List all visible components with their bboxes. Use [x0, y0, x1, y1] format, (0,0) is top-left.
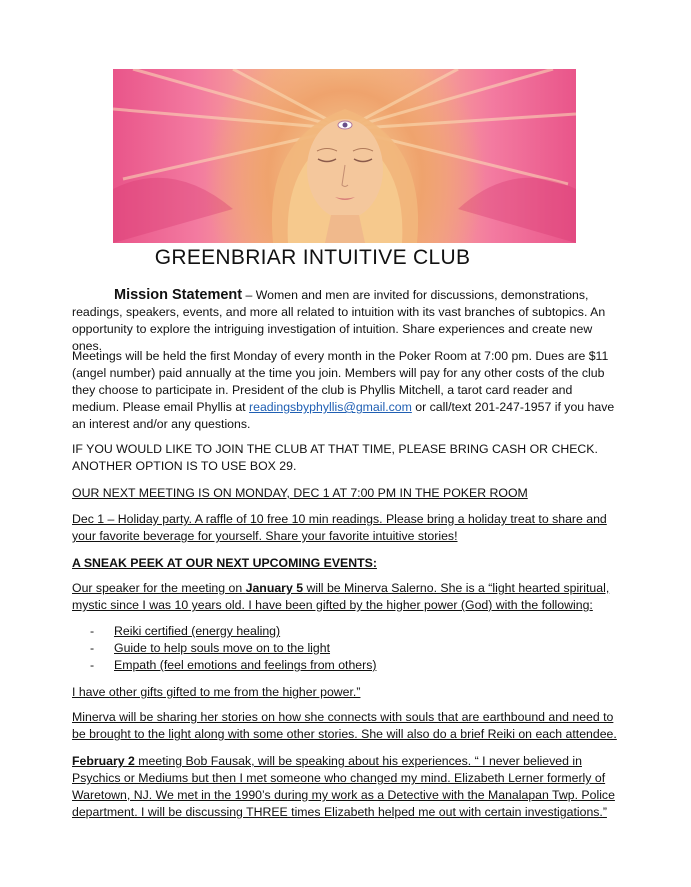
email-link[interactable]: readingsbyphyllis@gmail.com — [249, 400, 412, 414]
angel-banner-image — [113, 69, 576, 243]
feb-date: February 2 — [72, 754, 135, 768]
list-item: - Guide to help souls move on to the light — [90, 641, 331, 655]
next-meeting-notice: OUR NEXT MEETING IS ON MONDAY, DEC 1 AT 7:00 PM IN THE POKER ROOM — [72, 486, 528, 500]
bullet-dash: - — [90, 624, 95, 638]
mission-text: – Women and men are invited for discussions, demonstrations, readings, speakers, events, and more all related to intuition with its vast branches of subtopics. An opportunity to explore the intriguing investigation of intuition. Share experiences and create new ones. — [72, 288, 606, 353]
dec1-event: Dec 1 – Holiday party. A raffle of 10 free 10 min readings. Please bring a holiday treat to share and your favorite beverage for yourself. Share your favorite intuitive stories! — [72, 512, 607, 543]
jan-text-before: Our speaker for the meeting on — [72, 581, 246, 595]
mission-heading: Mission Statement — [114, 287, 243, 303]
minerva-paragraph: Minerva will be sharing her stories on how she connects with souls that are earthbound and need to be brought to the light along with some other stories. She will also do a brief Reiki on each attendee. — [72, 710, 617, 741]
mission-paragraph — [72, 287, 620, 355]
feb-speaker-paragraph — [72, 753, 620, 821]
join-notice: IF YOU WOULD LIKE TO JOIN THE CLUB AT THAT TIME, PLEASE BRING CASH OR CHECK. ANOTHER OPTION IS TO USE BOX 29. — [72, 442, 598, 473]
bullet-dash: - — [90, 641, 95, 655]
jan-speaker-paragraph — [72, 580, 620, 614]
page-title: GREENBRIAR INTUITIVE CLUB — [154, 246, 471, 269]
angel-illustration — [113, 69, 576, 243]
other-gifts-line: I have other gifts gifted to me from the higher power.” — [72, 685, 361, 699]
gifts-list — [90, 623, 376, 674]
sneak-peek-heading: A SNEAK PEEK AT OUR NEXT UPCOMING EVENTS: — [72, 556, 377, 570]
list-item: - Reiki certified (energy healing) — [90, 624, 281, 638]
feb-text: meeting Bob Fausak, will be speaking about his experiences. “ I never believed in Psychics or Mediums but then I met someone who changed my mind. Elizabeth Lerner formerly of Waretown, NJ. We met in the 1990’s during my work as a Detective with the Manalapan Twp. Police department. I will be discussing THREE times Elizabeth helped me out with certain investigations.” — [72, 754, 615, 819]
bullet-dash: - — [90, 658, 95, 672]
list-item: - Empath (feel emotions and feelings from others) — [90, 658, 377, 672]
jan-text-after: will be Minerva Salerno. She is a “light hearted spiritual, mystic since I was 10 years old. I have been gifted by the higher power (God) with the following: — [72, 581, 610, 612]
meetings-paragraph — [72, 348, 620, 433]
meetings-text: Meetings will be held the first Monday of every month in the Poker Room at 7:00 pm. Dues are $11 (angel number) paid annually at the time you join. Members will pay for any other costs of the club they choose to participate in. President of the club is Phyllis Mitchell, a tarot card reader and medium. Please email Phyllis at — [72, 349, 609, 414]
meetings-text-after: or call/text 201-247-1957 if you have an interest and/or any questions. — [72, 400, 615, 431]
jan-date: January 5 — [245, 581, 304, 595]
